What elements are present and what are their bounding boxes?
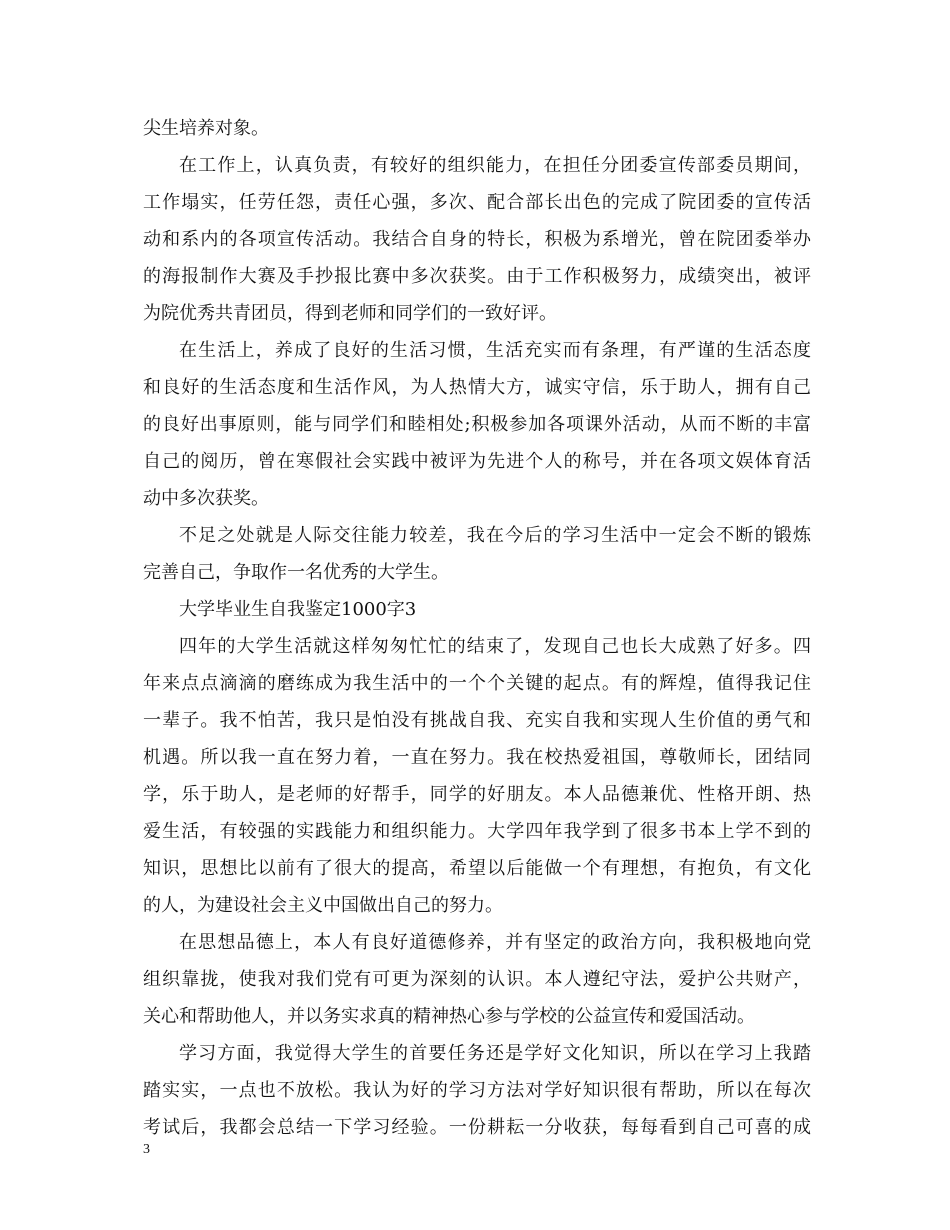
text-line: 的良好出事原则，能与同学们和睦相处;积极参加各项课外活动，从而不断的丰富 xyxy=(143,414,811,435)
text-line: 学，乐于助人，是老师的好帮手，同学的好朋友。本人品德兼优、性格开朗、热 xyxy=(143,784,811,805)
text-line: 关心和帮助他人，并以务实求真的精神热心参与学校的公益宣传和爱国活动。 xyxy=(143,1006,755,1027)
text-line: 年来点点滴滴的磨练成为我生活中的一个个关键的起点。有的辉煌，值得我记住 xyxy=(143,673,811,694)
text-line: 为院优秀共青团员，得到老师和同学们的一致好评。 xyxy=(143,303,557,324)
text-line: 考试后，我都会总结一下学习经验。一份耕耘一分收获，每每看到自己可喜的成 xyxy=(143,1117,811,1138)
page-number: 3 xyxy=(143,1142,150,1157)
paragraph-start-line: 在工作上，认真负责，有较好的组织能力，在担任分团委宣传部委员期间， xyxy=(179,155,811,176)
text-line: 和良好的生活态度和生活作风，为人热情大方，诚实守信，乐于助人，拥有自己 xyxy=(143,377,811,398)
paragraph-start-line: 学习方面，我觉得大学生的首要任务还是学好文化知识，所以在学习上我踏 xyxy=(179,1043,811,1064)
text-line: 动中多次获奖。 xyxy=(143,488,269,509)
text-line: 机遇。所以我一直在努力着，一直在努力。我在校热爱祖国，尊敬师长，团结同 xyxy=(143,747,811,768)
text-line: 自己的阅历，曾在寒假社会实践中被评为先进个人的称号，并在各项文娱体育活 xyxy=(143,451,811,472)
paragraph-start-line: 在生活上，养成了良好的生活习惯，生活充实而有条理，有严谨的生活态度 xyxy=(179,340,811,361)
text-line: 知识，思想比以前有了很大的提高，希望以后能做一个有理想，有抱负，有文化 xyxy=(143,858,811,879)
text-line: 的海报制作大赛及手抄报比赛中多次获奖。由于工作积极努力，成绩突出，被评 xyxy=(143,266,811,287)
text-line: 尖生培养对象。 xyxy=(143,118,269,139)
text-line: 一辈子。我不怕苦，我只是怕没有挑战自我、充实自我和实现人生价值的勇气和 xyxy=(143,710,811,731)
text-line: 动和系内的各项宣传活动。我结合自身的特长，积极为系增光，曾在院团委举办 xyxy=(143,229,811,250)
section-heading: 大学毕业生自我鉴定1000字3 xyxy=(179,599,417,620)
text-line: 组织靠拢，使我对我们党有可更为深刻的认识。本人遵纪守法，爱护公共财产， xyxy=(143,969,811,990)
paragraph-start-line: 不足之处就是人际交往能力较差，我在今后的学习生活中一定会不断的锻炼 xyxy=(179,525,811,546)
document-body xyxy=(143,110,811,1146)
text-line: 踏实实，一点也不放松。我认为好的学习方法对学好知识很有帮助，所以在每次 xyxy=(143,1080,811,1101)
text-line: 的人，为建设社会主义中国做出自己的努力。 xyxy=(143,895,503,916)
text-line: 工作塌实，任劳任怨，责任心强，多次、配合部长出色的完成了院团委的宣传活 xyxy=(143,192,811,213)
paragraph-start-line: 在思想品德上，本人有良好道德修养，并有坚定的政治方向，我积极地向党 xyxy=(179,932,811,953)
text-line: 爱生活，有较强的实践能力和组织能力。大学四年我学到了很多书本上学不到的 xyxy=(143,821,811,842)
paragraph-start-line: 四年的大学生活就这样匆匆忙忙的结束了，发现自己也长大成熟了好多。四 xyxy=(179,636,811,657)
text-line: 完善自己，争取作一名优秀的大学生。 xyxy=(143,562,449,583)
